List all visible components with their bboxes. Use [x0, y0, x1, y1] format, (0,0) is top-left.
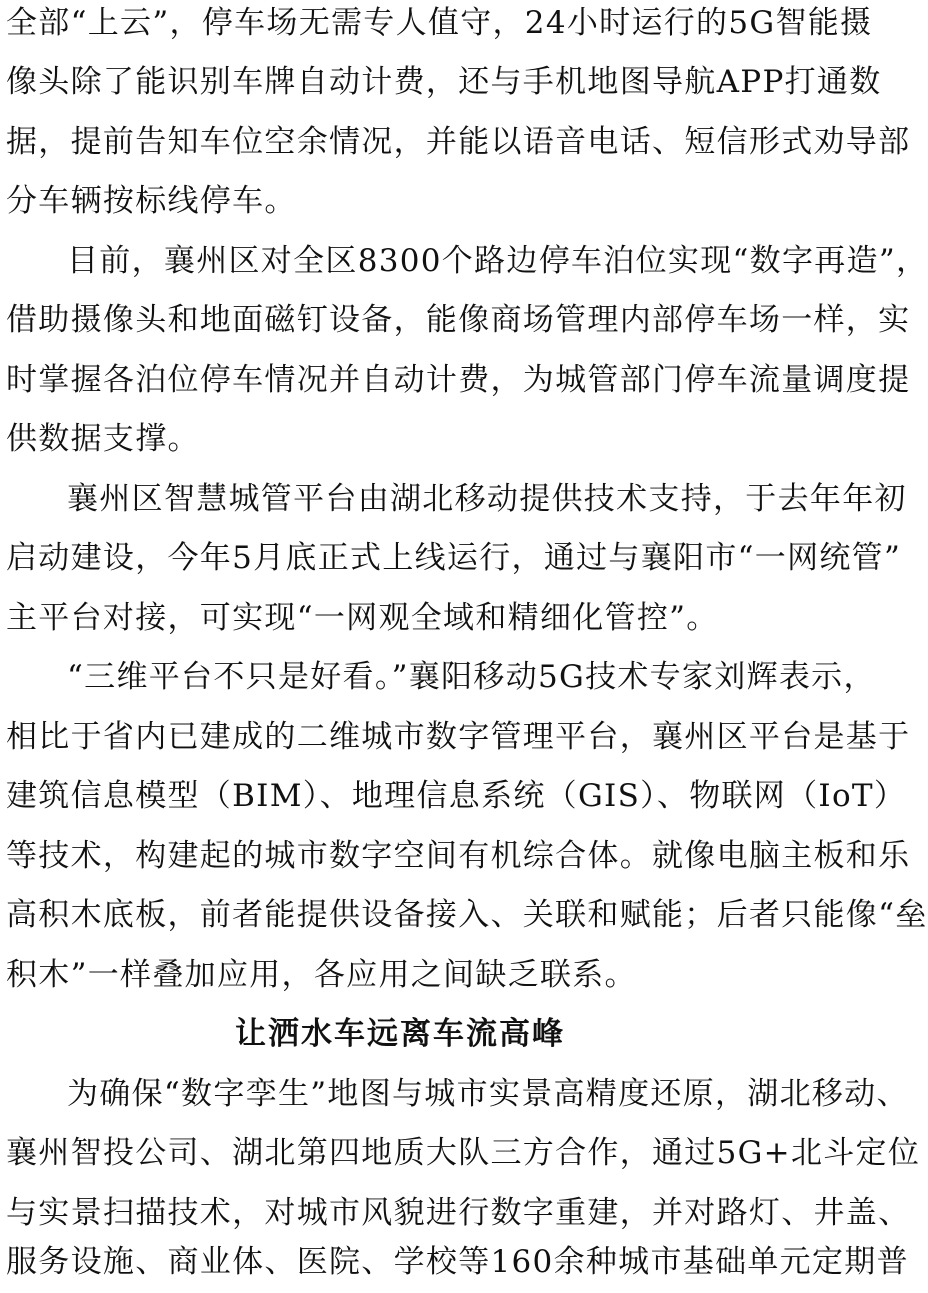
paragraph-2-line-3: 时掌握各泊位停车情况并自动计费，为城管部门停车流量调度提: [6, 362, 911, 398]
paragraph-1-line-4: 分车辆按标线停车。: [6, 183, 297, 219]
paragraph-5-line-1: 为确保“数字孪生”地图与城市实景高精度还原，湖北移动、: [67, 1076, 909, 1112]
paragraph-2-line-4: 供数据支撑。: [6, 421, 200, 457]
paragraph-1-line-2: 像头除了能识别车牌自动计费，还与手机地图导航APP打通数: [6, 64, 882, 100]
paragraph-4-line-3: 建筑信息模型（BIM）、地理信息系统（GIS）、物联网（IoT）: [6, 778, 907, 814]
paragraph-5-line-4: 服务设施、商业体、医院、学校等160余种城市基础单元定期普: [6, 1244, 909, 1280]
paragraph-2-line-2: 借助摄像头和地面磁钉设备，能像商场管理内部停车场一样，实: [6, 302, 911, 338]
paragraph-5-line-2: 襄州智投公司、湖北第四地质大队三方合作，通过5G+北斗定位: [6, 1135, 921, 1171]
paragraph-4-line-6: 积木”一样叠加应用，各应用之间缺乏联系。: [6, 957, 637, 993]
paragraph-3-line-3: 主平台对接，可实现“一网观全域和精细化管控”。: [6, 600, 719, 636]
paragraph-4-line-2: 相比于省内已建成的二维城市数字管理平台，襄州区平台是基于: [6, 719, 911, 755]
paragraph-1-line-3: 据，提前告知车位空余情况，并能以语音电话、短信形式劝导部: [6, 124, 911, 160]
paragraph-5-line-3: 与实景扫描技术，对城市风貌进行数字重建，并对路灯、井盖、: [6, 1195, 911, 1231]
section-heading: 让洒水车远离车流高峰: [235, 1016, 565, 1052]
paragraph-3-line-1: 襄州区智慧城管平台由湖北移动提供技术支持，于去年年初: [67, 481, 907, 517]
paragraph-4-line-1: “三维平台不只是好看。”襄阳移动5G技术专家刘辉表示，: [67, 659, 876, 695]
paragraph-2-line-1: 目前，襄州区对全区8300个路边停车泊位实现“数字再造”，: [67, 243, 928, 279]
paragraph-1-line-1: 全部“上云”，停车场无需专人值守，24小时运行的5G智能摄: [6, 5, 873, 41]
paragraph-4-line-5: 高积木底板，前者能提供设备接入、关联和赋能；后者只能像“垒: [6, 897, 928, 933]
paragraph-4-line-4: 等技术，构建起的城市数字空间有机综合体。就像电脑主板和乐: [6, 838, 911, 874]
paragraph-3-line-2: 启动建设，今年5月底正式上线运行，通过与襄阳市“一网统管”: [6, 540, 902, 576]
